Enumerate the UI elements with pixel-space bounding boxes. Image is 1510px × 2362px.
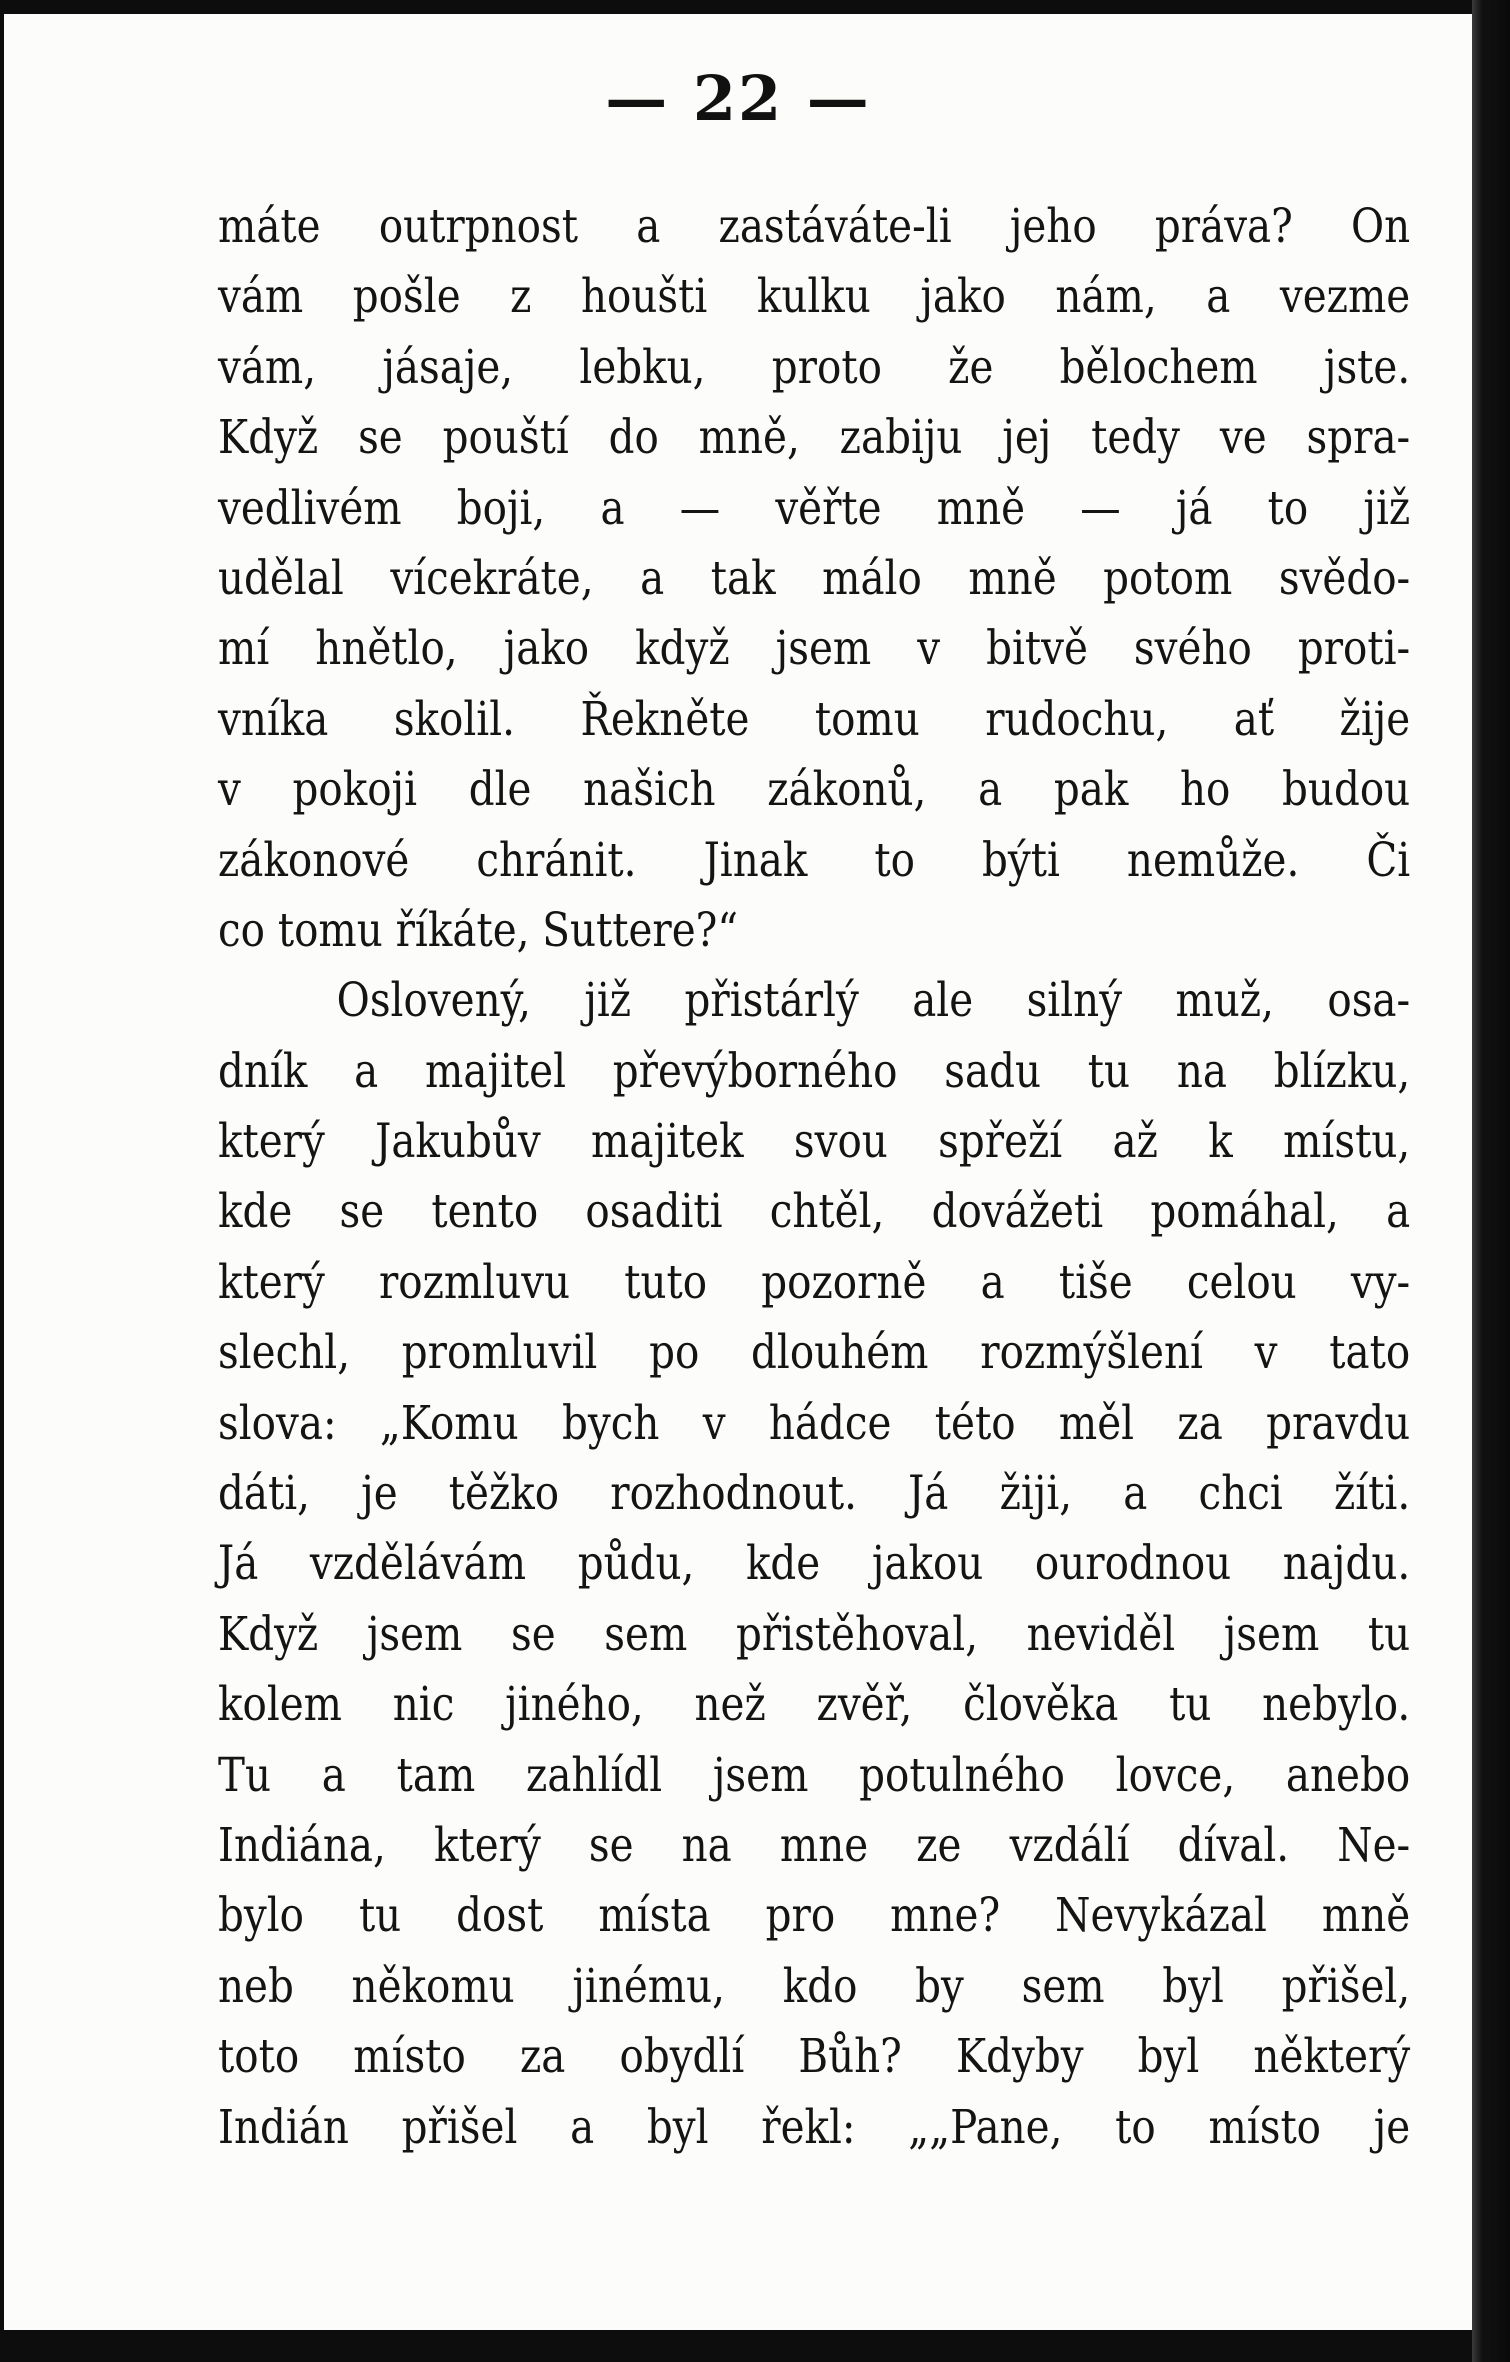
text-line: slechl, promluvil po dlouhém rozmýšlení v tato bbox=[218, 1325, 1411, 1381]
text-line: kolem nic jiného, než zvěř, člověka tu nebylo. bbox=[218, 1677, 1411, 1733]
text-line: vám, jásaje, lebku, proto že bělochem jste. bbox=[218, 339, 1411, 395]
page-number: — 22 — bbox=[605, 62, 871, 135]
text-line: Indián přišel a byl řekl: „„Pane, to místo je bbox=[218, 2099, 1411, 2155]
text-line: dník a majitel převýborného sadu tu na blízku, bbox=[218, 1043, 1411, 1099]
text-line: kde se tento osaditi chtěl, dovážeti pomáhal, a bbox=[218, 1184, 1411, 1240]
text-line: Když jsem se sem přistěhoval, neviděl jsem tu bbox=[218, 1606, 1411, 1662]
paragraph-end-line: co tomu říkáte, Suttere?“ bbox=[218, 902, 739, 958]
text-line: v pokoji dle našich zákonů, a pak ho budou bbox=[218, 762, 1411, 818]
text-line: vedlivém boji, a — věřte mně — já to již bbox=[218, 480, 1411, 536]
book-spine-shadow bbox=[1472, 0, 1510, 2362]
text-line: vám pošle z houšti kulku jako nám, a vezme bbox=[218, 269, 1411, 325]
text-line: máte outrpnost a zastáváte-li jeho práva? On bbox=[218, 199, 1411, 254]
text-line: udělal vícekráte, a tak málo mně potom svědo- bbox=[218, 550, 1411, 606]
text-line: Já vzdělávám půdu, kde jakou ourodnou najdu. bbox=[218, 1536, 1411, 1592]
text-line: dáti, je těžko rozhodnout. Já žiji, a chci žíti. bbox=[218, 1466, 1411, 1522]
text-line: který Jakubův majitek svou spřeží až k místu, bbox=[218, 1114, 1411, 1170]
text-line: Indiána, který se na mne ze vzdálí díval. Ne- bbox=[218, 1817, 1411, 1873]
text-line: který rozmluvu tuto pozorně a tiše celou vy- bbox=[218, 1254, 1411, 1310]
book-page bbox=[4, 14, 1472, 2330]
text-line: Tu a tam zahlídl jsem potulného lovce, anebo bbox=[218, 1747, 1411, 1803]
text-line: toto místo za obydlí Bůh? Kdyby byl některý bbox=[218, 2029, 1411, 2085]
page-body-text bbox=[218, 192, 1410, 2163]
text-line: zákonové chránit. Jinak to býti nemůže. Či bbox=[218, 832, 1411, 888]
text-line: vníka skolil. Řekněte tomu rudochu, ať žije bbox=[218, 691, 1411, 747]
text-line: Když se pouští do mně, zabiju jej tedy ve spra- bbox=[218, 410, 1411, 466]
text-line: neb někomu jinému, kdo by sem byl přišel, bbox=[218, 1958, 1411, 2014]
text-line: bylo tu dost místa pro mne? Nevykázal mně bbox=[218, 1888, 1411, 1944]
text-line: mí hnětlo, jako když jsem v bitvě svého proti- bbox=[218, 621, 1411, 677]
text-line: slova: „Komu bych v hádce této měl za pravdu bbox=[218, 1395, 1411, 1451]
paragraph-first-line: Oslovený, již přistárlý ale silný muž, osa- bbox=[336, 973, 1411, 1029]
